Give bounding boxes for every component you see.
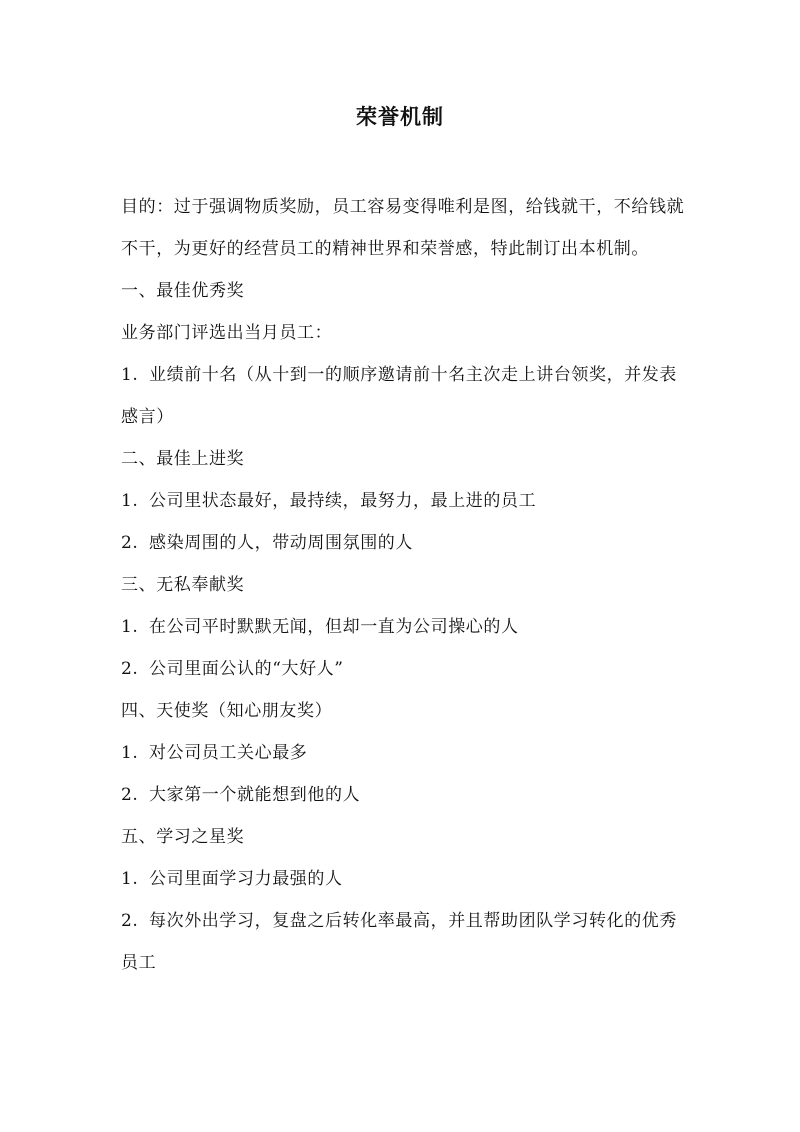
document-body: [121, 186, 686, 984]
item-text: 公司里状态最好，最持续，最努力，最上进的员工: [149, 491, 537, 511]
list-item: [121, 354, 686, 438]
item-number: 1.: [121, 869, 139, 889]
section-heading-angel-award: 四、天使奖（知心朋友奖）: [121, 701, 333, 721]
item-text: 对公司员工关心最多: [149, 743, 308, 763]
list-item: [121, 732, 686, 774]
list-item: [121, 900, 686, 984]
list-item: [121, 522, 686, 564]
section-intro: 业务部门评选出当月员工：: [121, 323, 333, 343]
section-heading-best-progress: 二、最佳上进奖: [121, 449, 245, 469]
item-number: 1.: [121, 617, 139, 637]
item-number: 2.: [121, 659, 139, 679]
list-item: [121, 648, 686, 690]
item-text: 在公司平时默默无闻，但却一直为公司操心的人: [149, 617, 519, 637]
section-heading-learning-star: 五、学习之星奖: [121, 827, 245, 847]
list-item: [121, 774, 686, 816]
section-heading-best-excellence: 一、最佳优秀奖: [121, 281, 245, 301]
item-number: 1.: [121, 743, 139, 763]
item-number: 2.: [121, 785, 139, 805]
section-heading-selfless-dedication: 三、无私奉献奖: [121, 575, 245, 595]
list-item: [121, 480, 686, 522]
page-title: 荣誉机制: [356, 104, 444, 129]
item-number: 2.: [121, 911, 139, 931]
purpose-paragraph: 目的：过于强调物质奖励，员工容易变得唯利是图，给钱就干，不给钱就不干，为更好的经营员工的精神世界和荣誉感，特此制订出本机制。: [121, 197, 685, 259]
list-item: [121, 606, 686, 648]
item-text: 业绩前十名（从十到一的顺序邀请前十名主次走上讲台领奖，并发表感言）: [121, 365, 677, 427]
item-text: 每次外出学习，复盘之后转化率最高，并且帮助团队学习转化的优秀员工: [121, 911, 677, 973]
item-text: 大家第一个就能想到他的人: [149, 785, 361, 805]
item-number: 1.: [121, 365, 139, 385]
item-number: 1.: [121, 491, 139, 511]
item-text: 感染周围的人，带动周围氛围的人: [149, 533, 413, 553]
item-number: 2.: [121, 533, 139, 553]
item-text: 公司里面公认的“大好人”: [149, 659, 344, 679]
list-item: [121, 858, 686, 900]
item-text: 公司里面学习力最强的人: [149, 869, 343, 889]
